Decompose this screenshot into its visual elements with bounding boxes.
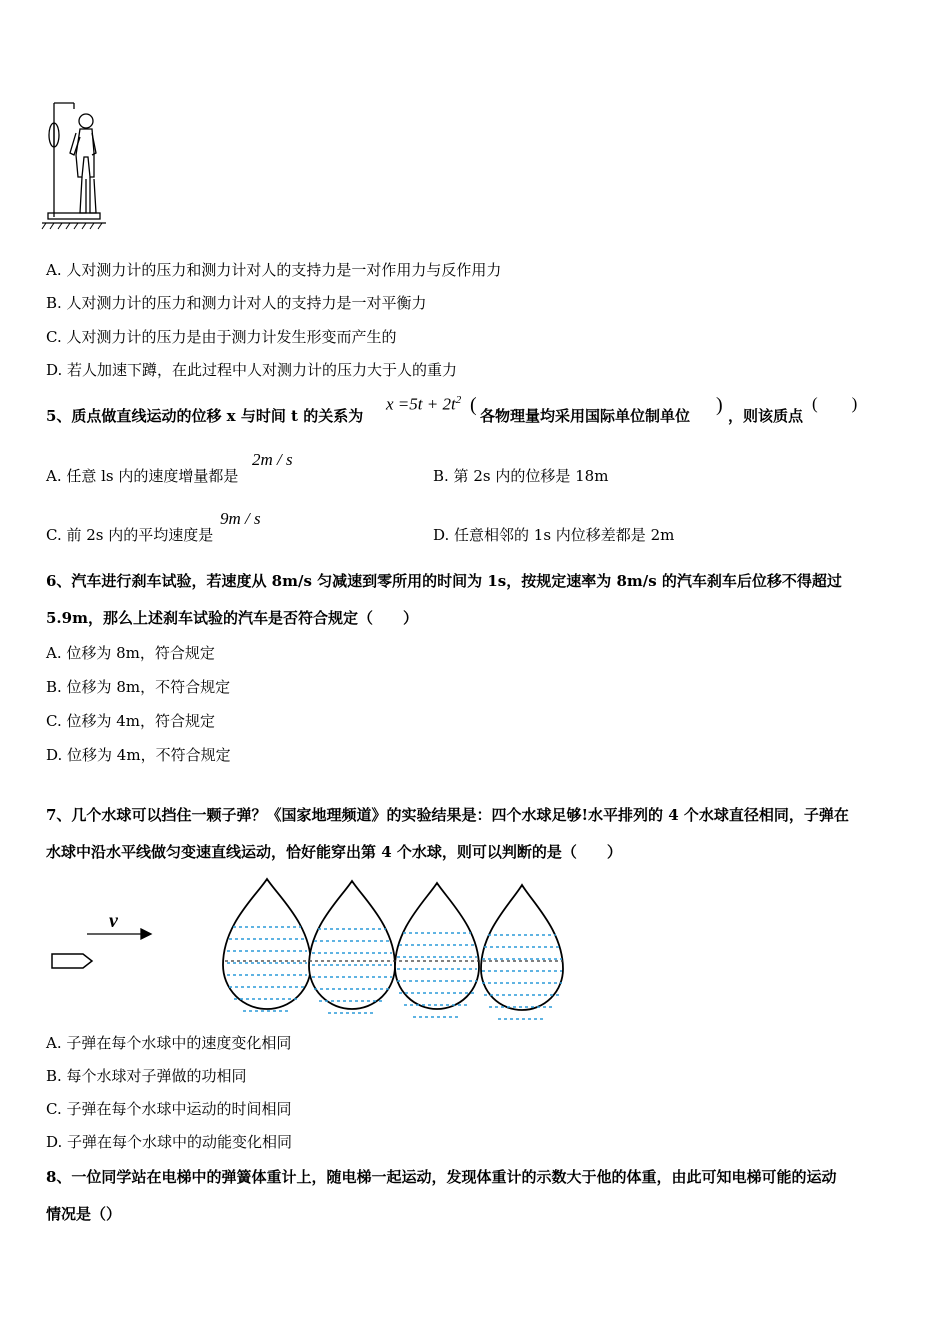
q4-option-b: B. 人对测力计的压力和测力计对人的支持力是一对平衡力 — [46, 294, 427, 312]
velocity-label: v — [109, 910, 118, 932]
water-ball-3 — [395, 883, 479, 1017]
q5-close-paren: ) — [716, 394, 723, 416]
person-on-scale-figure — [40, 95, 110, 235]
q5-open-paren: ( — [470, 394, 477, 416]
q5-option-d: D. 任意相邻的 1s 内位移差都是 2m — [433, 526, 675, 544]
q6-stem-line2: 5.9m，那么上述刹车试验的汽车是否符合规定（ ） — [46, 609, 418, 627]
q7-stem-line2: 水球中沿水平线做匀变速直线运动，恰好能穿出第 4 个水球，则可以判断的是（ ） — [46, 843, 622, 861]
q4-option-a: A. 人对测力计的压力和测力计对人的支持力是一对作用力与反作用力 — [46, 261, 502, 279]
water-ball-4 — [481, 885, 563, 1019]
q6-option-b: B. 位移为 8m，不符合规定 — [46, 678, 231, 696]
q4-option-d: D. 若人加速下蹲，在此过程中人对测力计的压力大于人的重力 — [46, 361, 458, 379]
q6-option-c: C. 位移为 4m，符合规定 — [46, 712, 216, 730]
q7-option-b: B. 每个水球对子弹做的功相同 — [46, 1067, 247, 1085]
q8-stem-line2: 情况是（） — [46, 1205, 122, 1223]
q8-stem-line1: 8、一位同学站在电梯中的弹簧体重计上，随电梯一起运动，发现体重计的示数大于他的体重，由此可知电梯可能的运动 — [46, 1168, 837, 1186]
q5-stem-start: 5、质点做直线运动的位移 x 与时间 t 的关系为 — [46, 407, 364, 425]
q5-stem-end: ，则该质点 — [728, 407, 804, 425]
q5-option-c-value: 9m / s — [220, 509, 261, 528]
q4-option-c: C. 人对测力计的压力是由于测力计发生形变而产生的 — [46, 328, 397, 346]
q5-option-c: C. 前 2s 内的平均速度是 — [46, 526, 214, 544]
q5-option-a: A. 任意 ls 内的速度增量都是 — [46, 467, 239, 485]
q6-option-d: D. 位移为 4m，不符合规定 — [46, 746, 231, 764]
q5-answer-paren: ( ) — [812, 394, 858, 413]
q5-formula: $x =5t + 2t^2$ — [386, 394, 462, 414]
velocity-arrow — [87, 929, 151, 939]
q5-stem-unit: 各物理量均采用国际单位制单位 — [480, 407, 691, 425]
water-balls-figure — [45, 875, 575, 1020]
q6-option-a: A. 位移为 8m，符合规定 — [46, 644, 215, 662]
q7-option-a: A. 子弹在每个水球中的速度变化相同 — [46, 1034, 292, 1052]
q5-option-b: B. 第 2s 内的位移是 18m — [433, 467, 609, 485]
water-ball-2 — [309, 881, 395, 1013]
q7-stem-line1: 7、几个水球可以挡住一颗子弹？《国家地理频道》的实验结果是：四个水球足够!水平排列的 4 个水球直径相同，子弹在 — [46, 806, 849, 824]
q7-option-c: C. 子弹在每个水球中运动的时间相同 — [46, 1100, 292, 1118]
q5-option-a-value: 2m / s — [252, 450, 293, 469]
q6-stem-line1: 6、汽车进行刹车试验，若速度从 8m/s 匀减速到零所用的时间为 1s，按规定速率为 8m/s 的汽车刹车后位移不得超过 — [46, 572, 842, 590]
q7-option-d: D. 子弹在每个水球中的动能变化相同 — [46, 1133, 293, 1151]
water-ball-1 — [223, 879, 311, 1011]
bullet — [52, 954, 92, 968]
